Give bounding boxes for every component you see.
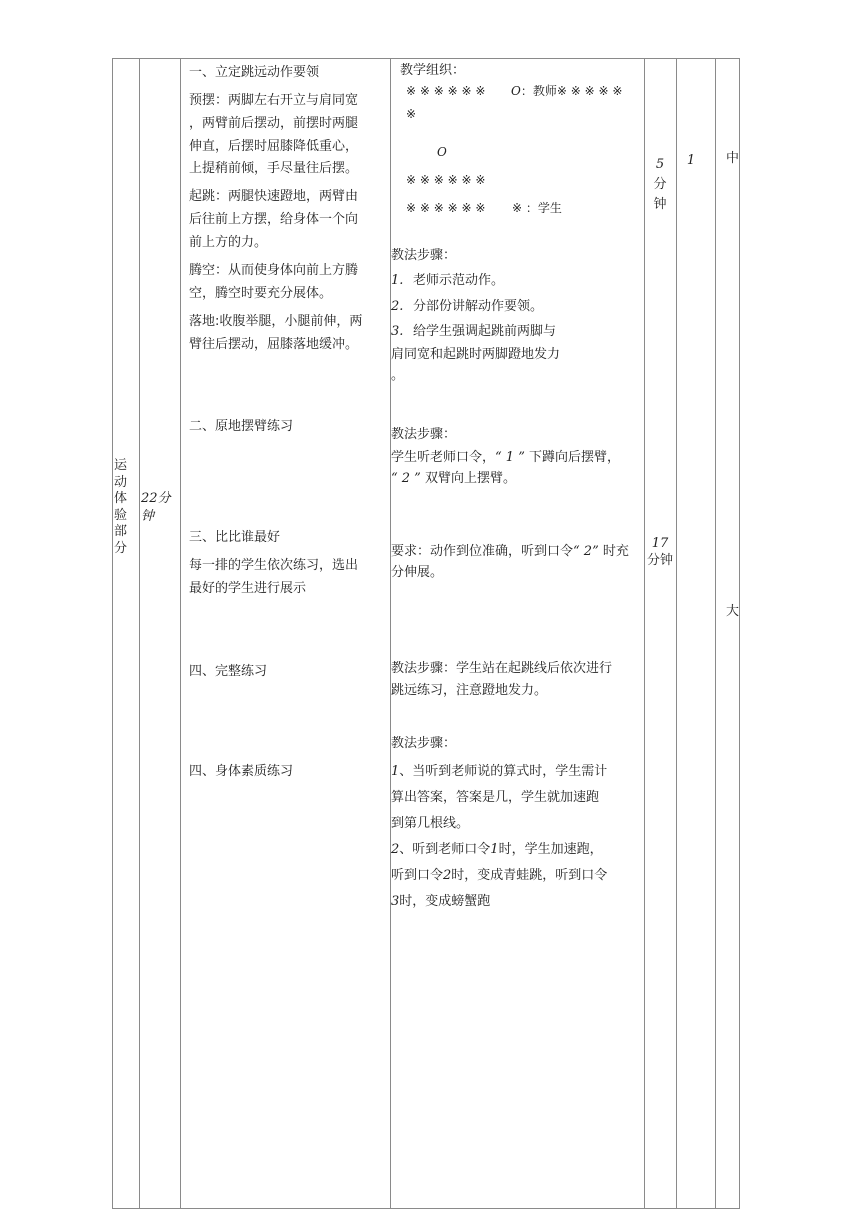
org-row2-stars: ※ ※ ※ ※ ※ ※	[406, 173, 486, 187]
org-row1-teacher	[511, 80, 622, 103]
steps1-cont-1: 肩同宽和起跳时两脚蹬地发力	[391, 347, 561, 362]
steps1-item-3	[391, 320, 556, 343]
req-line1-b: 时充	[598, 544, 629, 559]
item1-line-10: 落地:收腹举腿，小腿前伸，两	[189, 314, 363, 329]
col-divider-4	[644, 58, 645, 1209]
col-divider-1	[139, 58, 140, 1209]
org-row3-stars: ※ ※ ※ ※ ※ ※	[406, 201, 486, 215]
item3-line-1: 每一排的学生依次练习，选出	[189, 558, 359, 573]
col-divider-0	[112, 58, 113, 1209]
col-divider-6	[715, 58, 716, 1209]
org-teacher-o: O	[437, 145, 447, 159]
steps4-l5-n: 2	[443, 868, 452, 883]
col-divider-3	[390, 58, 391, 1209]
steps4-l1-num: 1	[391, 764, 400, 779]
item5-title: 四、身体素质练习	[189, 764, 294, 779]
item1-line-3: 伸直，后摆时屈膝降低重心，	[189, 139, 359, 154]
item1-line-9: 空，腾空时要充分展体。	[189, 286, 333, 301]
steps4-l4-n: 1	[490, 842, 499, 857]
item1-line-4: 上提稍前倾，手尽量往后摆。	[189, 161, 359, 176]
org-row1-teacher-o: O	[511, 84, 521, 98]
steps1-title: 教法步骤：	[391, 248, 457, 263]
steps4-l6-b: 时，变成螃蟹跑	[399, 894, 491, 909]
steps1-text-3: 给学生强调起跳前两脚与	[413, 324, 557, 339]
item1-line-7: 前上方的力。	[189, 235, 268, 250]
req-line1-q: “ 2”	[573, 544, 599, 559]
steps2-line2-q: “ 2 ”	[391, 471, 421, 486]
steps4-line-2: 算出答案，答案是几，学生就加速跑	[391, 790, 600, 805]
steps4-l6-n: 3	[391, 894, 400, 909]
requirement-line-1	[391, 540, 629, 563]
section-name: 运动体验部分	[114, 458, 128, 556]
col-divider-7	[739, 58, 740, 1209]
steps4-l4-b: 时，学生加速跑，	[498, 842, 603, 857]
requirement-line-2: 分伸展。	[391, 565, 444, 580]
time-1-number: 5	[655, 157, 665, 172]
steps1-num-2: 2.	[391, 299, 404, 314]
steps4-line-4	[391, 838, 603, 861]
steps2-title: 教法步骤：	[391, 427, 457, 442]
time-2-number: 17	[651, 536, 669, 551]
req-line1-a: 要求：动作到位准确，听到口令	[391, 544, 574, 559]
item3-title: 三、比比谁最好	[189, 530, 281, 545]
steps4-l4-a: 、听到老师口令	[399, 842, 491, 857]
steps4-l1-text: 、当听到老师说的算式时，学生需计	[399, 764, 608, 779]
time-2-unit: 分钟	[646, 553, 673, 568]
section-duration	[141, 490, 179, 526]
steps1-text-2: 分部份讲解动作要领。	[413, 299, 544, 314]
steps4-l5-b: 时，变成青蛙跳，听到口令	[451, 868, 608, 883]
item1-line-5: 起跳：两腿快速蹬地，两臂由	[189, 189, 359, 204]
steps1-item-2	[391, 295, 543, 318]
steps1-item-1	[391, 269, 504, 292]
steps2-line2-b: 双臂向上摆臂。	[420, 471, 516, 486]
item1-line-11: 臂往后摆动，屈膝落地缓冲。	[189, 337, 359, 352]
steps3-line-1: 教法步骤：学生站在起跳线后依次进行	[391, 661, 613, 676]
table-bottom-border	[112, 1208, 740, 1209]
steps4-line-1	[391, 760, 607, 783]
steps1-num-1: 1.	[391, 273, 404, 288]
item1-line-6: 后往前上方摆，给身体一个向	[189, 212, 359, 227]
steps2-line1-b: 下蹲向后摆臂，	[524, 450, 620, 465]
item4-title: 四、完整练习	[189, 664, 268, 679]
item2-title: 二、原地摆臂练习	[189, 419, 294, 434]
org-row1-teacher-label: ：教师※ ※ ※ ※ ※	[520, 84, 623, 98]
org-row1-wrap: ※	[406, 107, 417, 121]
item1-title: 一、立定跳远动作要领	[189, 65, 320, 80]
intensity-2: 大	[726, 604, 740, 619]
section-duration-text: 22分钟	[141, 491, 171, 524]
intensity-1: 中	[726, 151, 740, 166]
org-title: 教学组织：	[400, 63, 466, 78]
item1-line-8: 腾空：从而使身体向前上方腾	[189, 263, 359, 278]
org-student-label: ※ ：学生	[512, 201, 562, 215]
steps1-text-1: 老师示范动作。	[413, 273, 505, 288]
org-row1-stars: ※ ※ ※ ※ ※ ※	[406, 84, 486, 98]
steps3-line-2: 跳远练习，注意蹬地发力。	[391, 683, 548, 698]
steps2-line1-a: 学生听老师口令，	[391, 450, 496, 465]
item1-line-2: ，两臂前后摆动，前摆时两腿	[189, 116, 359, 131]
steps4-title: 教法步骤：	[391, 736, 457, 751]
count-1: 1	[686, 153, 696, 168]
time-1-unit-b: 钟	[653, 197, 667, 212]
item3-line-2: 最好的学生进行展示	[189, 581, 307, 596]
steps4-l5-a: 听到口令	[391, 868, 444, 883]
steps2-line-2	[391, 467, 516, 490]
steps4-line-3: 到第几根线。	[391, 816, 470, 831]
time-1-unit-a: 分	[653, 177, 667, 192]
col-divider-5	[676, 58, 677, 1209]
steps1-num-3: 3.	[391, 324, 404, 339]
steps2-line-1	[391, 446, 620, 469]
steps2-line1-q: “ 1 ”	[495, 450, 525, 465]
steps4-l4-num: 2	[391, 842, 400, 857]
steps4-line-6	[391, 890, 490, 913]
steps4-line-5	[391, 864, 607, 887]
item1-line-1: 预摆：两脚左右开立与肩同宽	[189, 93, 359, 108]
col-divider-2	[180, 58, 181, 1209]
steps1-cont-2: 。	[391, 368, 405, 383]
